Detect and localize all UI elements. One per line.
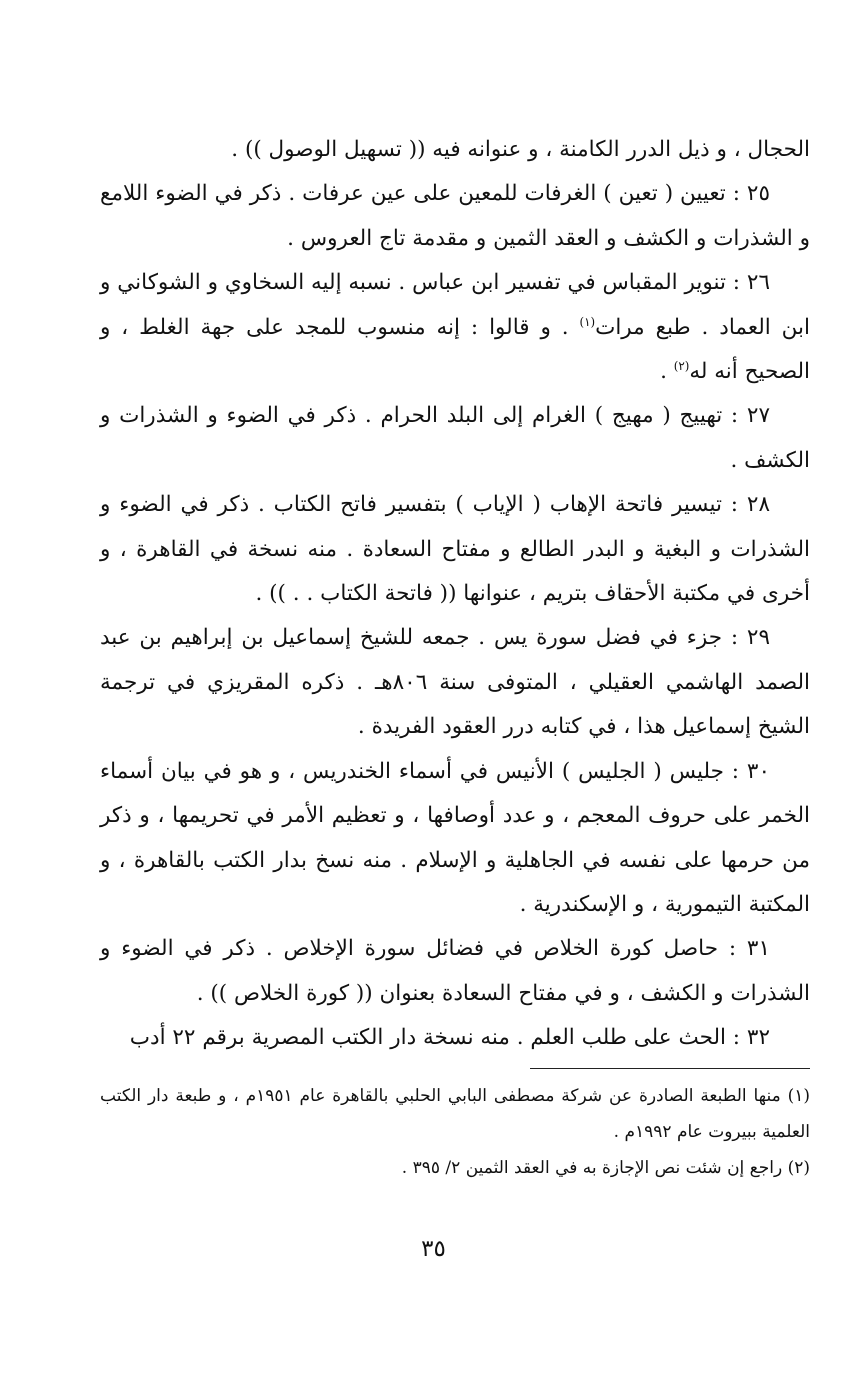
entry-26	[100, 261, 810, 394]
entry-27: ٢٧ : تهييج ( مهيج ) الغرام إلى البلد الحرام . ذكر في الضوء و الشذرات و الكشف .	[100, 403, 810, 473]
entry-26-part-a: ٢٦ : تنوير المقباس في تفسير ابن عباس . نسبه إليه السخاوي و الشوكاني و ابن العماد . طبع مرات	[100, 270, 810, 340]
paragraph-continuation: الحجال ، و ذيل الدرر الكامنة ، و عنوانه فيه (( تسهيل الوصول )) .	[231, 137, 810, 162]
page-number: ٣٥	[421, 1236, 446, 1262]
entry-25: ٢٥ : تعيين ( تعين ) الغرفات للمعين على عين عرفات . ذكر في الضوء اللامع و الشذرات و الكشف و العقد الثمين و مقدمة تاج العروس .	[100, 181, 810, 251]
footnote-2: (٢) راجع إن شئت نص الإجازة به في العقد الثمين ٢/ ٣٩٥ .	[401, 1158, 810, 1178]
entry-26-part-b: . و قالوا : إنه منسوب للمجد على جهة الغلط ، و الصحيح أنه له	[100, 314, 810, 385]
footnote-divider	[530, 1068, 810, 1069]
main-text	[100, 128, 810, 1061]
footnote-1: (١) منها الطبعة الصادرة عن شركة مصطفى البابي الحلبي بالقاهرة عام ١٩٥١م ، و طبعة دار الكتب العلمية ببيروت عام ١٩٩٢م .	[100, 1086, 810, 1142]
footnotes	[100, 1078, 810, 1186]
entry-30: ٣٠ : جليس ( الجليس ) الأنيس في أسماء الخندريس ، و هو في بيان أسماء الخمر على حروف المعجم ، و عدد أوصافها ، و تعظيم الأمر في تحريمها ، و ذكر من حرمها على نفسه في الجاهلية و الإسلام . منه نسخ بدار الكتب بالقاهرة ، و المكتبة التيمورية ، و الإسكندرية .	[100, 758, 810, 917]
footnote-ref-1[interactable]: (١)	[579, 314, 596, 329]
footnote-ref-2[interactable]: (٢)	[673, 358, 690, 373]
entry-26-part-c: .	[660, 359, 674, 385]
entry-29: ٢٩ : جزء في فضل سورة يس . جمعه للشيخ إسماعيل بن إبراهيم بن عبد الصمد الهاشمي العقيلي ، المتوفى سنة ٨٠٦هـ . ذكره المقريزي في ترجمة الشيخ إسماعيل هذا ، في كتابه درر العقود الفريدة .	[100, 625, 810, 740]
entry-31: ٣١ : حاصل كورة الخلاص في فضائل سورة الإخلاص . ذكر في الضوء و الشذرات و الكشف ، و في مفتاح السعادة بعنوان (( كورة الخلاص )) .	[100, 936, 810, 1006]
entry-28: ٢٨ : تيسير فاتحة الإهاب ( الإياب ) بتفسير فاتح الكتاب . ذكر في الضوء و الشذرات و البغية و البدر الطالع و مفتاح السعادة . منه نسخة في القاهرة ، و أخرى في مكتبة الأحقاف بتريم ، عنوانها (( فاتحة الكتاب . . )) .	[100, 492, 810, 607]
entry-32: ٣٢ : الحث على طلب العلم . منه نسخة دار الكتب المصرية برقم ٢٢ أدب	[129, 1025, 770, 1051]
